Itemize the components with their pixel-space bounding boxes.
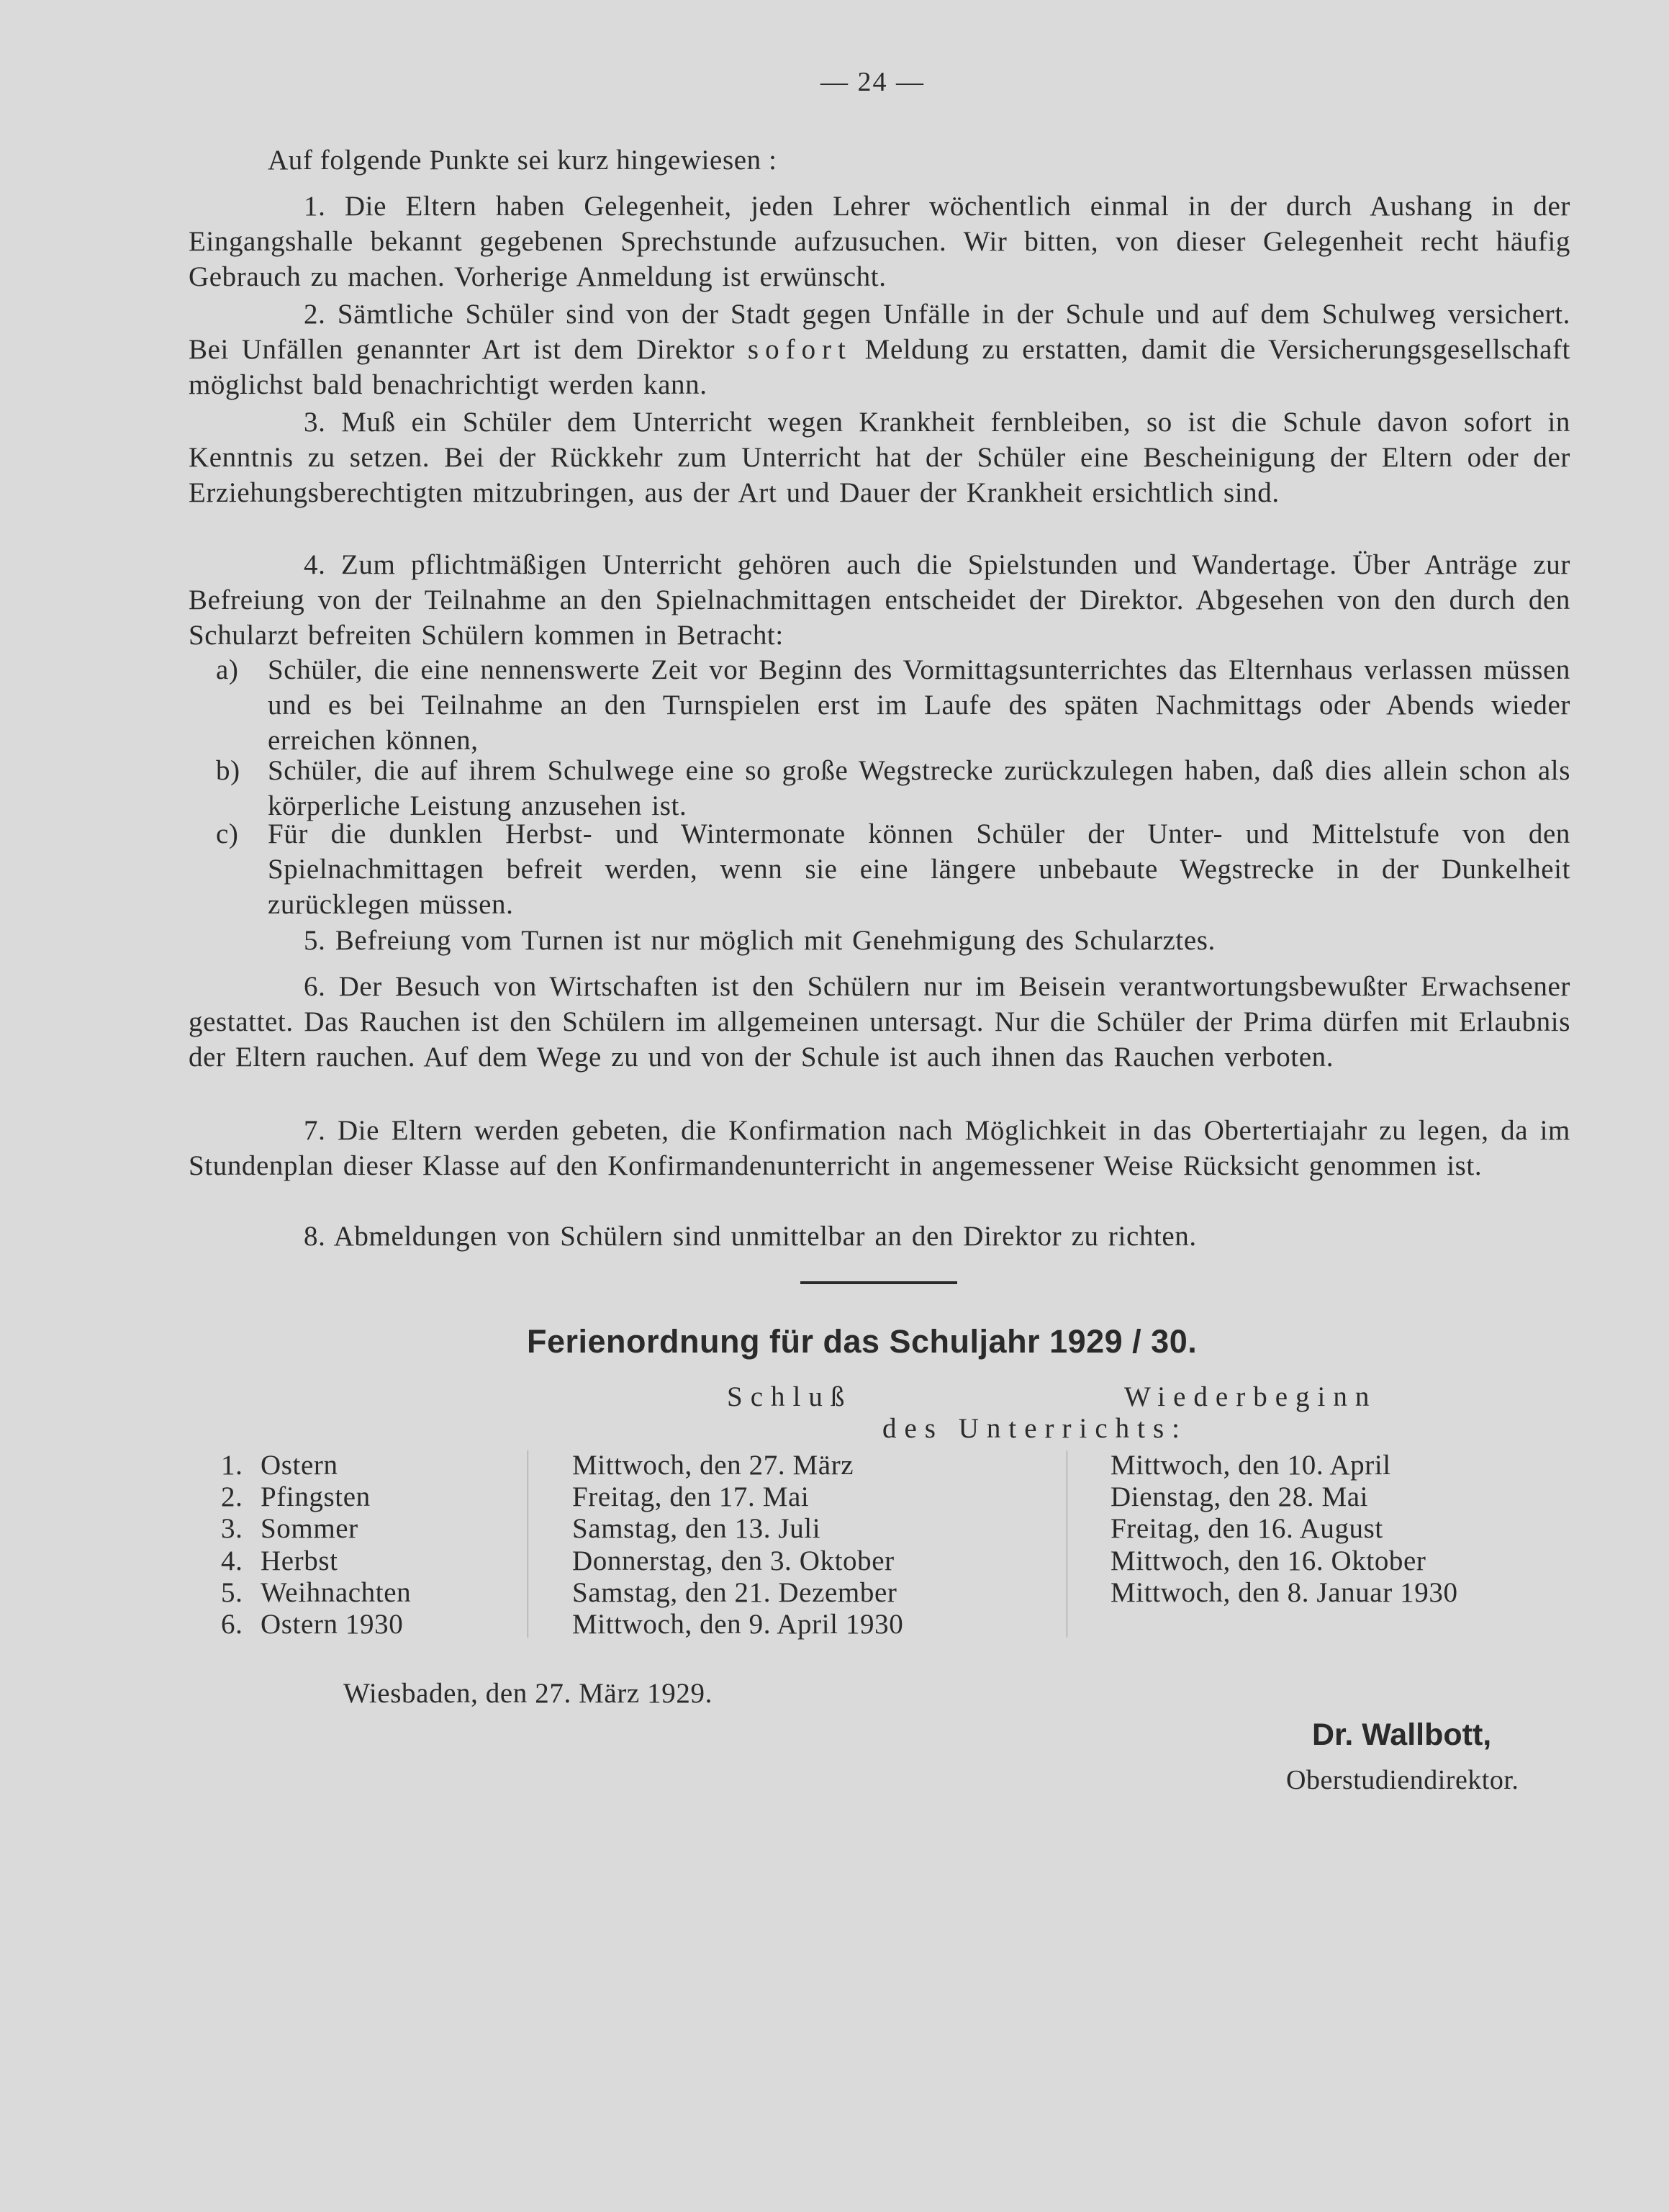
schedule-row-num: 3.	[221, 1513, 243, 1544]
schedule-row-end: Samstag, den 13. Juli	[572, 1513, 821, 1544]
section-divider	[800, 1281, 957, 1284]
sub-point-text: Schüler, die eine nennenswerte Zeit vor Beginn des Vormittagsunterrichtes das Elternhaus verlassen müssen und es bei Teilnahme an den Turnspielen erst im Laufe des späten Nachmittags oder Abends wieder erreichen können,	[268, 654, 1570, 756]
schedule-row-start: Dienstag, den 28. Mai	[1111, 1481, 1369, 1512]
sub-point-a	[216, 652, 1570, 758]
schedule-row-num: 2.	[221, 1481, 243, 1512]
schedule-row-start: Mittwoch, den 10. April	[1111, 1450, 1391, 1481]
point-2-text-after: Meldung zu erstatten, damit die Versicherungsgesellschaft möglichst bald benachrichtigt werden kann.	[189, 334, 1570, 400]
place-date: Wiesbaden, den 27. März 1929.	[343, 1678, 713, 1709]
sub-point-text: Schüler, die auf ihrem Schulwege eine so große Wegstrecke zurückzulegen haben, daß dies allein schon als körperliche Leistung anzusehen ist.	[268, 755, 1570, 821]
point-1: 1. Die Eltern haben Gelegenheit, jeden Lehrer wöchentlich einmal in der durch Aushang in der Eingangshalle bekannt gegebenen Sprechstunde aufzusuchen. Wir bitten, von dieser Gelegenheit recht häufig Gebrauch zu machen. Vorherige Anmeldung ist erwünscht.	[189, 191, 1570, 292]
schedule-row-num: 5.	[221, 1577, 243, 1608]
schedule-col-sub: des Unterrichts:	[882, 1413, 1188, 1444]
schedule-row-end: Freitag, den 17. Mai	[572, 1481, 810, 1512]
sub-point-b	[216, 753, 1570, 823]
sub-point-letter: a)	[216, 654, 239, 685]
point-2-text-before: 2. Sämtliche Schüler sind von der Stadt gegen Unfälle in der Schule und auf dem Schulweg versichert. Bei Unfällen genannter Art ist dem Direktor	[189, 299, 1570, 365]
schedule-row-start: Mittwoch, den 8. Januar 1930	[1111, 1577, 1458, 1608]
schedule-row-name: Herbst	[261, 1545, 338, 1576]
schedule-title: Ferienordnung für das Schuljahr 1929 / 30.	[527, 1323, 1198, 1360]
page-number: — 24 —	[820, 67, 925, 97]
sub-point-text: Für die dunklen Herbst- und Wintermonate können Schüler der Unter- und Mittelstufe von den Spielnachmittagen befreit werden, wenn sie eine längere unbebaute Wegstrecke in der Dunkelheit zurücklegen müssen.	[268, 818, 1570, 920]
schedule-row-name: Weihnachten	[261, 1577, 412, 1608]
schedule-row-start: Mittwoch, den 16. Oktober	[1111, 1545, 1426, 1576]
intro-line: Auf folgende Punkte sei kurz hingewiesen :	[268, 145, 777, 176]
schedule-row-name: Ostern 1930	[261, 1609, 404, 1640]
point-7: 7. Die Eltern werden gebeten, die Konfirmation nach Möglichkeit in das Obertertiajahr zu legen, da im Stundenplan dieser Klasse auf den Konfirmandenunterricht in angemessener Weise Rücksicht genommen ist.	[189, 1115, 1570, 1181]
signature-name: Dr. Wallbott,	[1312, 1717, 1492, 1752]
schedule-row-end: Samstag, den 21. Dezember	[572, 1577, 897, 1608]
schedule-row-start: Freitag, den 16. August	[1111, 1513, 1383, 1544]
point-5: 5. Befreiung vom Turnen ist nur möglich mit Genehmigung des Schularztes.	[304, 925, 1216, 956]
schedule-row-end: Mittwoch, den 9. April 1930	[572, 1609, 904, 1640]
point-8: 8. Abmeldungen von Schülern sind unmittelbar an den Direktor zu richten.	[304, 1221, 1197, 1252]
sub-point-letter: b)	[216, 755, 240, 786]
signature-title: Oberstudiendirektor.	[1286, 1765, 1519, 1795]
point-2	[189, 297, 1570, 402]
schedule-row-num: 6.	[221, 1609, 243, 1640]
schedule-row-name: Ostern	[261, 1450, 338, 1481]
point-4: 4. Zum pflichtmäßigen Unterricht gehören auch die Spielstunden und Wandertage. Über Anträge zur Befreiung von der Teilnahme an den Spielnachmittagen entscheidet der Direktor. Abgesehen von den durch den Schularzt befreiten Schülern kommen in Betracht:	[189, 549, 1570, 651]
schedule-row-end: Mittwoch, den 27. März	[572, 1450, 854, 1481]
schedule-col-end: Schluß	[727, 1381, 853, 1412]
schedule-col-start: Wiederbeginn	[1124, 1381, 1378, 1412]
schedule-row-num: 4.	[221, 1545, 243, 1576]
schedule-row-end: Donnerstag, den 3. Oktober	[572, 1545, 895, 1576]
point-2-emphasis: sofort	[747, 334, 852, 365]
schedule-row-name: Sommer	[261, 1513, 358, 1544]
schedule-row-name: Pfingsten	[261, 1481, 371, 1512]
sub-point-c	[216, 816, 1570, 922]
schedule-row-num: 1.	[221, 1450, 243, 1481]
point-3: 3. Muß ein Schüler dem Unterricht wegen Krankheit fernbleiben, so ist die Schule davon sofort in Kenntnis zu setzen. Bei der Rückkehr zum Unterricht hat der Schüler eine Bescheinigung der Eltern oder der Erziehungsberechtigten mitzubringen, aus der Art und Dauer der Krankheit ersichtlich sind.	[189, 407, 1570, 508]
point-6: 6. Der Besuch von Wirtschaften ist den Schülern nur im Beisein verantwortungsbewußter Erwachsener gestattet. Das Rauchen ist den Schülern im allgemeinen untersagt. Nur die Schüler der Prima dürfen mit Erlaubnis der Eltern rauchen. Auf dem Wege zu und von der Schule ist auch ihnen das Rauchen verboten.	[189, 971, 1570, 1073]
sub-point-letter: c)	[216, 818, 239, 849]
